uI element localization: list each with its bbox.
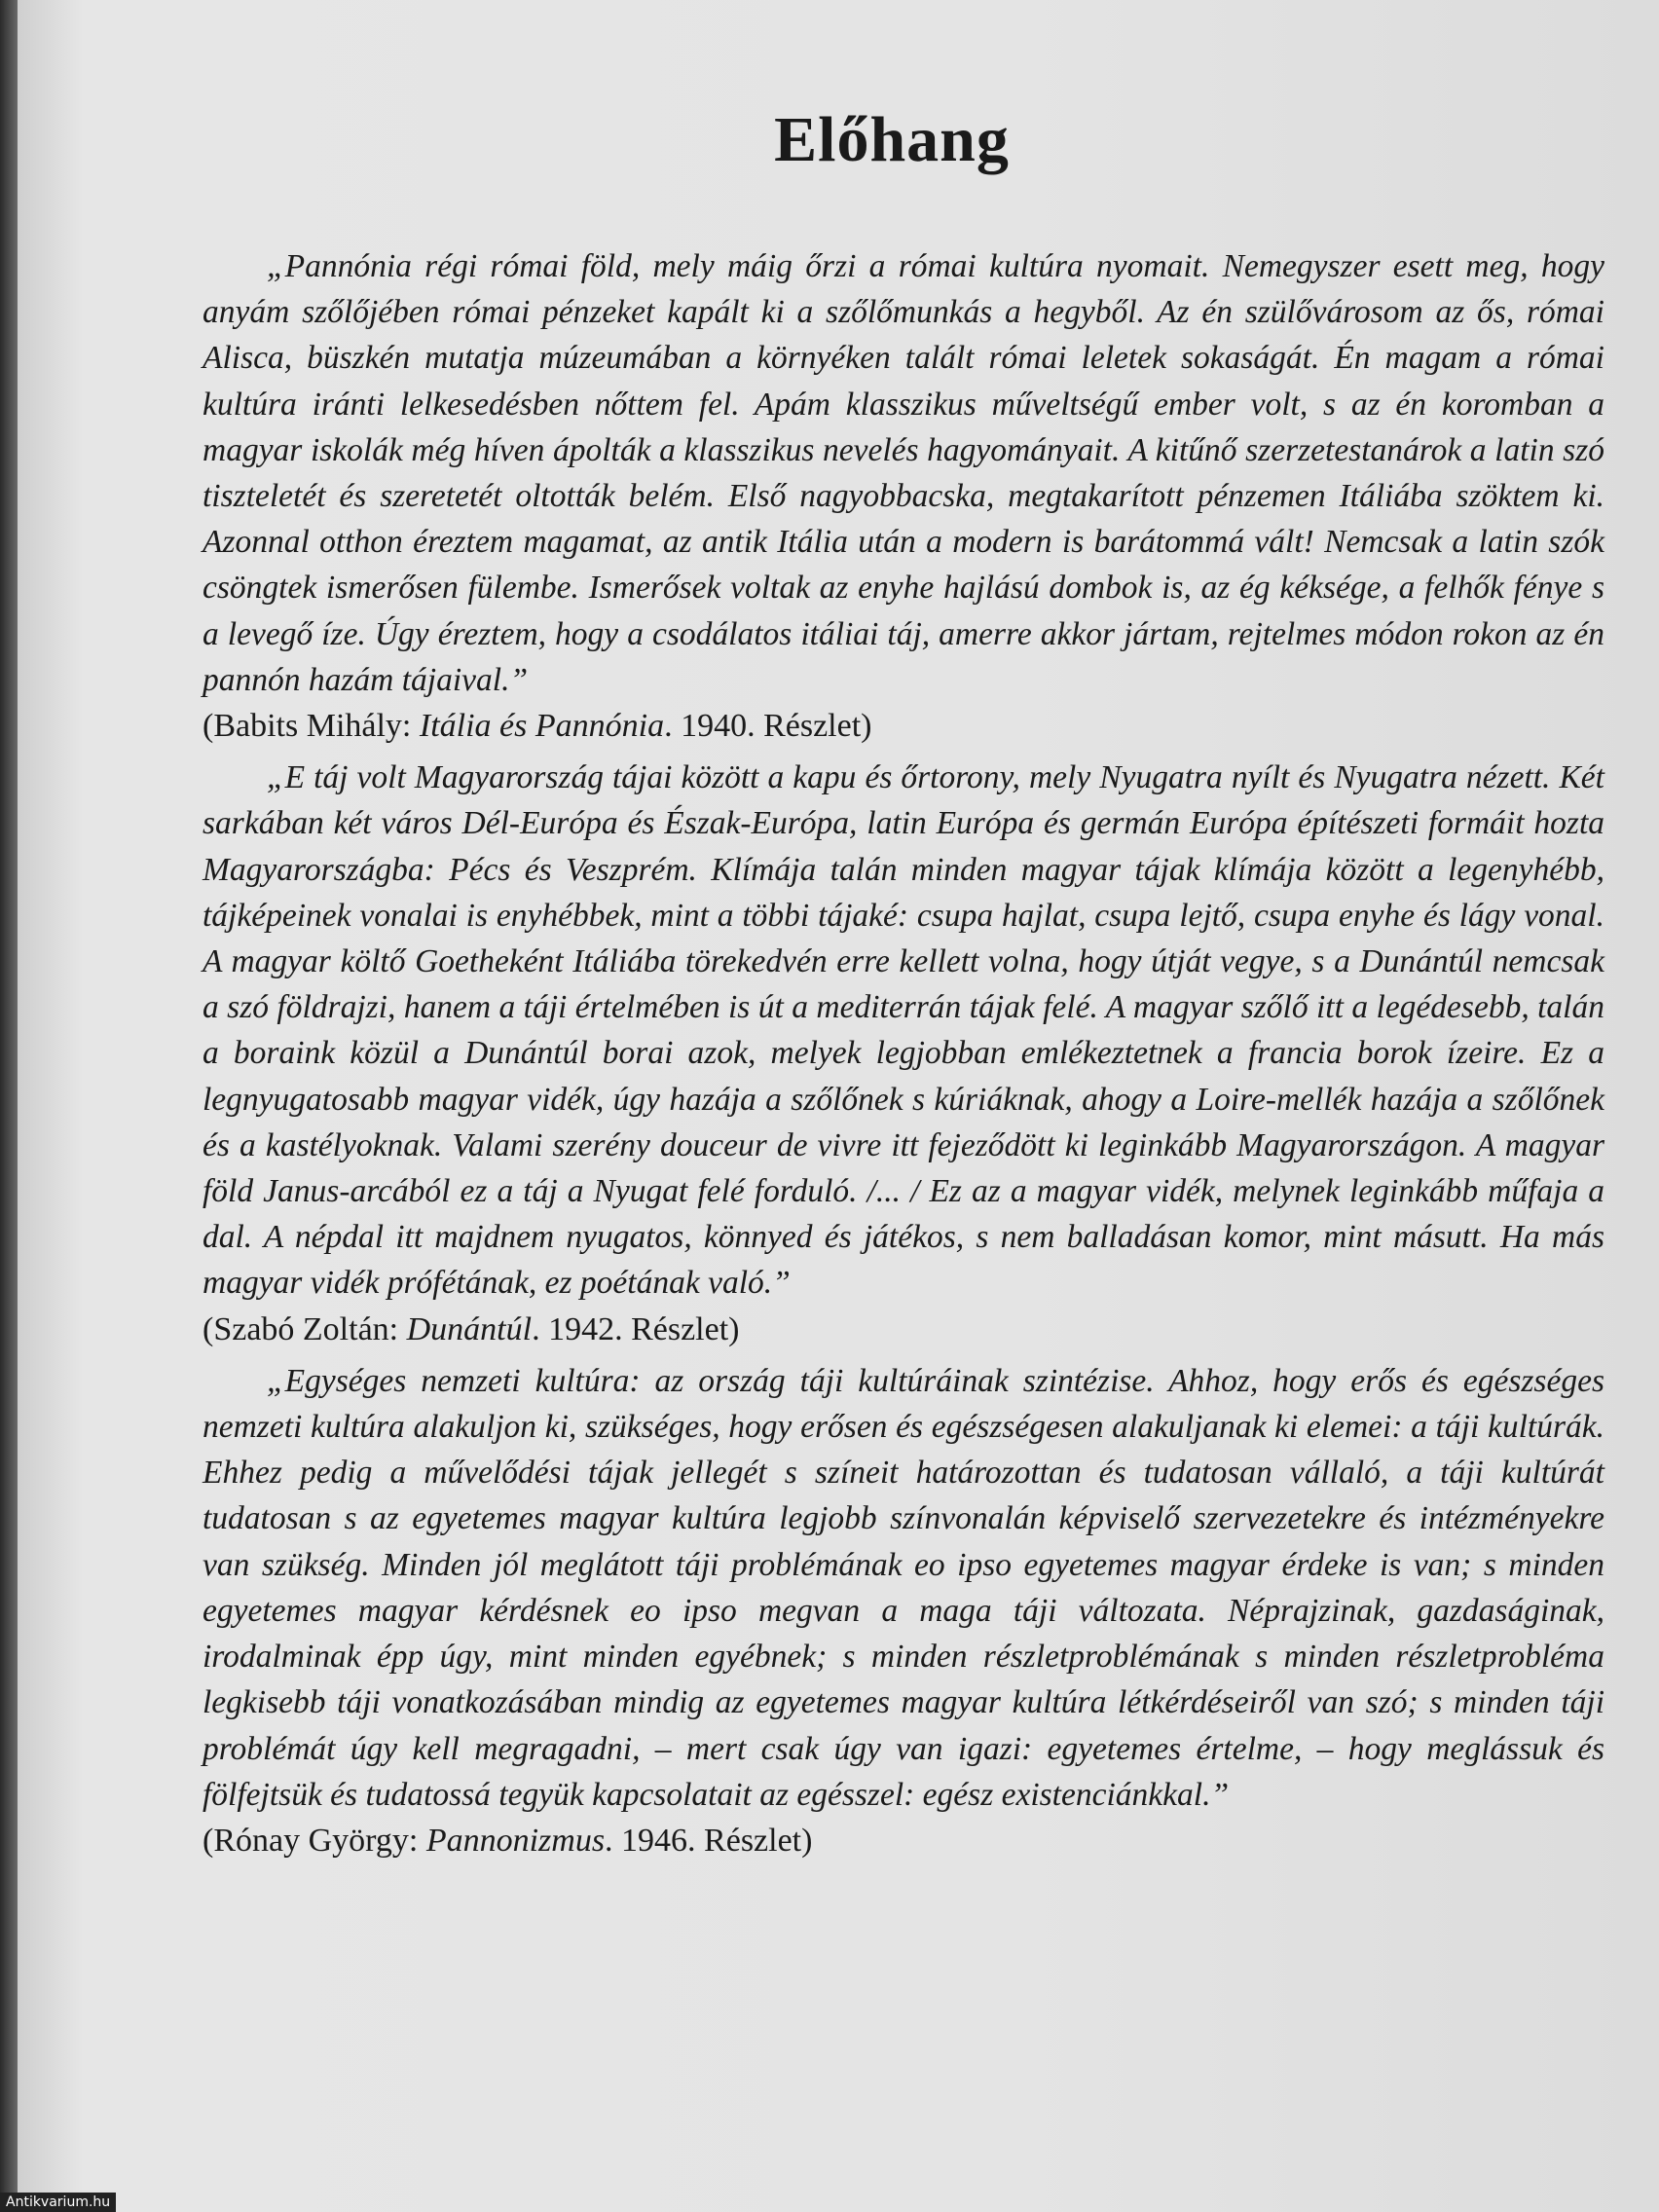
quote-paragraph-3: „Egységes nemzeti kultúra: az ország táji kultúráinak szintézise. Ahhoz, hogy erős és egészséges nemzeti kultúra alakuljon ki, szükséges, hogy erősen és egészségesen alakuljanak ki elemei: a táji kultúrák. Ehhez pedig a művelődési tájak jellegét s színeit határozottan és tudatosan vállaló, a táji kultúrát tudatosan s az egyetemes magyar kultúra legjobb színvonalán képviselő szervezetekre és intézményekre van szükség. Minden jól meglátott táji problémának eo ipso egyetemes magyar érdeke is van; s minden egyetemes magyar kérdésnek eo ipso megvan a maga táji változata. Néprajzinak, gazdaságinak, irodalminak épp úgy, mint minden egyébnek; s minden részletproblémának s minden részletprobléma legkisebb táji vonatkozásában mindig az egyetemes magyar kultúra létkérdéseiről van szó; s minden táji problémát úgy kell megragadni, – mert csak úgy van igazi: egyetemes értelme, – hogy meglássuk és fölfejtsük és tudatossá tegyük kapcsolatait az egésszel: egész existenciánkkal.” <box>203 1362 1604 1813</box>
citation-work: Itália és Pannónia <box>419 708 665 745</box>
citation-author: (Szabó Zoltán: <box>203 1310 407 1347</box>
watermark: Antikvarium.hu <box>0 2193 116 2212</box>
book-page <box>18 0 1659 2212</box>
citation-details: . 1946. Részlet) <box>605 1822 813 1859</box>
citation-3 <box>203 1818 1604 1863</box>
page-body <box>203 243 1604 1869</box>
citation-2 <box>203 1307 1604 1352</box>
citation-details: . 1940. Részlet) <box>664 708 872 745</box>
citation-1 <box>203 703 1604 749</box>
citation-work: Dunántúl <box>406 1310 533 1347</box>
page-title: Előhang <box>774 104 1010 176</box>
citation-author: (Rónay György: <box>203 1822 426 1859</box>
quote-paragraph-2: „E táj volt Magyarország tájai között a kapu és őrtorony, mely Nyugatra nyílt és Nyugatra nézett. Két sarkában két város Dél-Európa és Észak-Európa, latin Európa és germán Európa építészeti formáit hozta Magyarországba: Pécs és Veszprém. Klímája talán minden magyar tájak klímája között a legenyhébb, tájképeinek vonalai is enyhébbek, mint a többi tájaké: csupa hajlat, csupa lejtő, csupa enyhe és lágy vonal. A magyar költő Goetheként Itáliába törekedvén erre kellett volna, hogy útját vegye, s a Dunántúl nemcsak a szó földrajzi, hanem a táji értelmében is út a mediterrán tájak felé. A magyar szőlő itt a legédesebb, talán a boraink közül a Dunántúl borai azok, melyek legjobban emlékeztetnek a francia borok ízeire. Ez a legnyugatosabb magyar vidék, úgy hazája a szőlőnek s kúriáknak, ahogy a Loire-mellék hazája a szőlőnek és a kastélyoknak. Valami szerény douceur de vivre itt fejeződött ki leginkább Magyarországon. A magyar föld Janus-arcából ez a táj a Nyugat felé forduló. /... / Ez az a magyar vidék, melynek leginkább műfaja a dal. A népdal itt majdnem nyugatos, könnyed és játékos, s nem balladásan komor, mint másutt. Ha más magyar vidék prófétának, ez poétának való.” <box>203 759 1604 1302</box>
citation-details: . 1942. Részlet) <box>532 1310 740 1347</box>
book-spine-shadow <box>0 0 18 2212</box>
quote-paragraph-1: „Pannónia régi római föld, mely máig őrzi a római kultúra nyomait. Nemegyszer esett meg, hogy anyám szőlőjében római pénzeket kapált ki a szőlőmunkás a hegyből. Az én szülővárosom az ős, római Alisca, büszkén mutatja múzeumában a környéken talált római leletek sokaságát. Én magam a római kultúra iránti lelkesedésben nőttem fel. Apám klasszikus műveltségű ember volt, s az én koromban a magyar iskolák még híven ápolták a klasszikus nevelés hagyományait. A kitűnő szerzetestanárok a latin szó tiszteletét és szeretetét oltották belém. Első nagyobbacska, megtakarított pénzemen Itáliába szöktem ki. Azonnal otthon éreztem magamat, az antik Itália után a modern is barátommá vált! Nemcsak a latin szók csöngtek ismerősen fülembe. Ismerősek voltak az enyhe hajlású dombok is, az ég kéksége, a felhők fénye s a levegő íze. Úgy éreztem, hogy a csodálatos itáliai táj, amerre akkor jártam, rejtelmes módon rokon az én pannón hazám tájaival.” <box>203 248 1604 698</box>
citation-author: (Babits Mihály: <box>203 708 420 745</box>
citation-work: Pannonizmus <box>425 1822 606 1859</box>
